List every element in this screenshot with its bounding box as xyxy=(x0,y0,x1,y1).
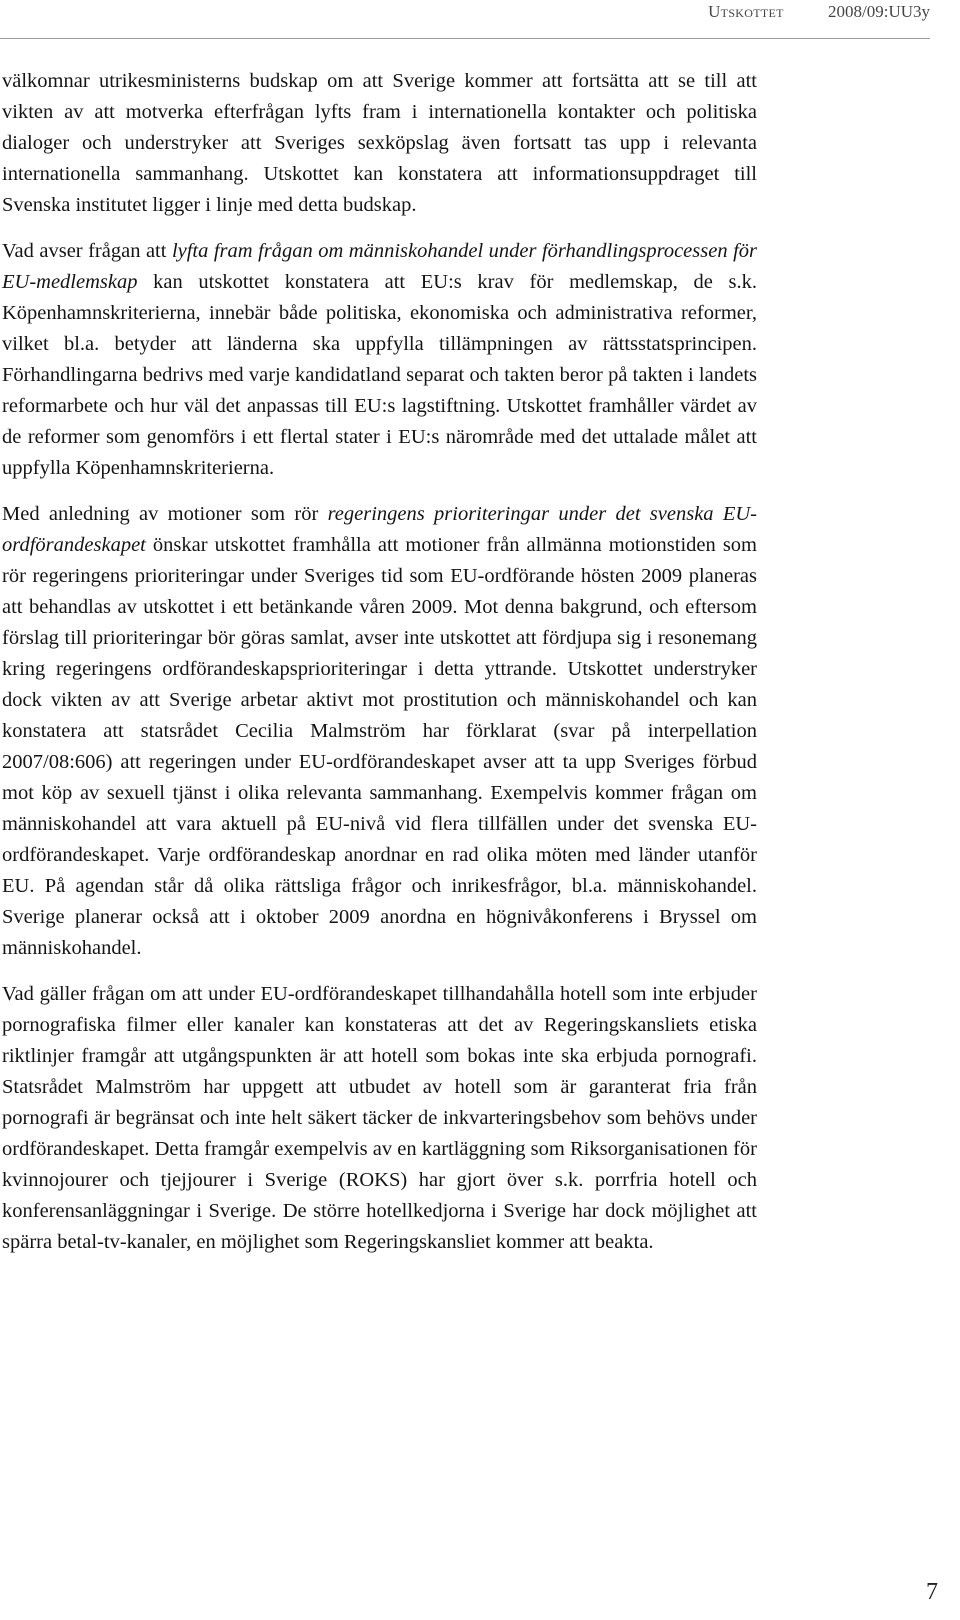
italic-phrase: regeringens prioriteringar under det svenska EU-ordförandeskapet xyxy=(2,503,757,556)
paragraph-ordforandeskap xyxy=(2,499,757,964)
paragraph-eu-medlemskap xyxy=(2,236,757,484)
paragraph-budskap xyxy=(2,66,757,221)
header-section-title: Utskottet xyxy=(708,2,784,21)
text-run: Vad gäller frågan om att under EU-ordförandeskapet tillhandahålla hotell som inte erbjuder pornografiska filmer eller kanaler kan konstateras att det av Regeringskansliets etiska riktlinjer framgår att utgångspunkten är att hotell som bokas inte ska erbjuda pornografi. Statsrådet Malmström har uppgett att utbudet av hotell som är garanterat fria från pornografi är begränsat och inte helt säkert täcker de inkvarteringsbehov som behövs under ordförandeskapet. Detta framgår exempelvis av en kartläggning som Riksorganisationen för kvinnojourer och tjejjourer i Sverige (ROKS) har gjort över s.k. porrfria hotell och konferensanläggningar i Sverige. De större hotellkedjorna i Sverige har dock möjlighet att spärra betal-tv-kanaler, en möjlighet som Regeringskansliet kommer att beakta. xyxy=(2,983,757,1253)
header-rule xyxy=(0,38,930,39)
text-run: kan utskottet konstatera att EU:s krav för medlemskap, de s.k. Köpenhamnskriterierna, innebär både politiska, ekonomiska och administrativa reformer, vilket bl.a. betyder att länderna ska uppfylla tillämpningen av rättsstatsprincipen. Förhandlingarna bedrivs med varje kandidatland separat och takten beror på takten i landets reformarbete och hur väl det anpassas till EU:s lagstiftning. Utskottet framhåller värdet av de reformer som genomförs i ett flertal stater i EU:s närområde med det uttalade målet att uppfylla Köpenhamnskriterierna. xyxy=(2,271,757,479)
header-document-id: 2008/09:UU3y xyxy=(828,2,930,21)
text-run: välkomnar utrikesministerns budskap om att Sverige kommer att fortsätta att se till att vikten av att motverka efterfrågan lyfts fram i internationella kontakter och politiska dialoger och understryker att Sveriges sexköpslag även fortsatt tas upp i relevanta internationella sammanhang. Utskottet kan konstatera att informationsuppdraget till Svenska institutet ligger i linje med detta budskap. xyxy=(2,70,757,216)
text-run: önskar utskottet framhålla att motioner från allmänna motionstiden som rör regeringens prioriteringar under Sveriges tid som EU-ordförande hösten 2009 planeras att behandlas av utskottet i ett betänkande våren 2009. Mot denna bakgrund, och eftersom förslag till prioriteringar bör göras samlat, avser inte utskottet att fördjupa sig i resonemang kring regeringens ordförandeskapsprioriteringar i detta yttrande. Utskottet understryker dock vikten av att Sverige arbetar aktivt mot prostitution och människohandel och kan konstatera att statsrådet Cecilia Malmström har förklarat (svar på interpellation 2007/08:606) att regeringen under EU-ordförandeskapet avser att ta upp Sveriges förbud mot köp av sexuell tjänst i olika relevanta sammanhang. Exempelvis kommer frågan om människohandel att vara aktuell på EU-nivå vid flera tillfällen under det svenska EU-ordförandeskapet. Varje ordförandeskap anordnar en rad olika möten med länder utanför EU. På agendan står då olika rättsliga frågor och inrikesfrågor, bl.a. människohandel. Sverige planerar också att i oktober 2009 anordna en högnivåkonferens i Bryssel om människohandel. xyxy=(2,534,757,959)
page-number: 7 xyxy=(926,1579,938,1605)
page-body xyxy=(2,66,757,1273)
text-run: Vad avser frågan att xyxy=(2,240,172,262)
text-run: Med anledning av motioner som rör xyxy=(2,503,328,525)
italic-phrase: lyfta fram frågan om människohandel under förhandlingsprocessen för EU-medlemskap xyxy=(2,240,758,293)
running-header xyxy=(708,2,930,22)
paragraph-hotell xyxy=(2,979,757,1258)
